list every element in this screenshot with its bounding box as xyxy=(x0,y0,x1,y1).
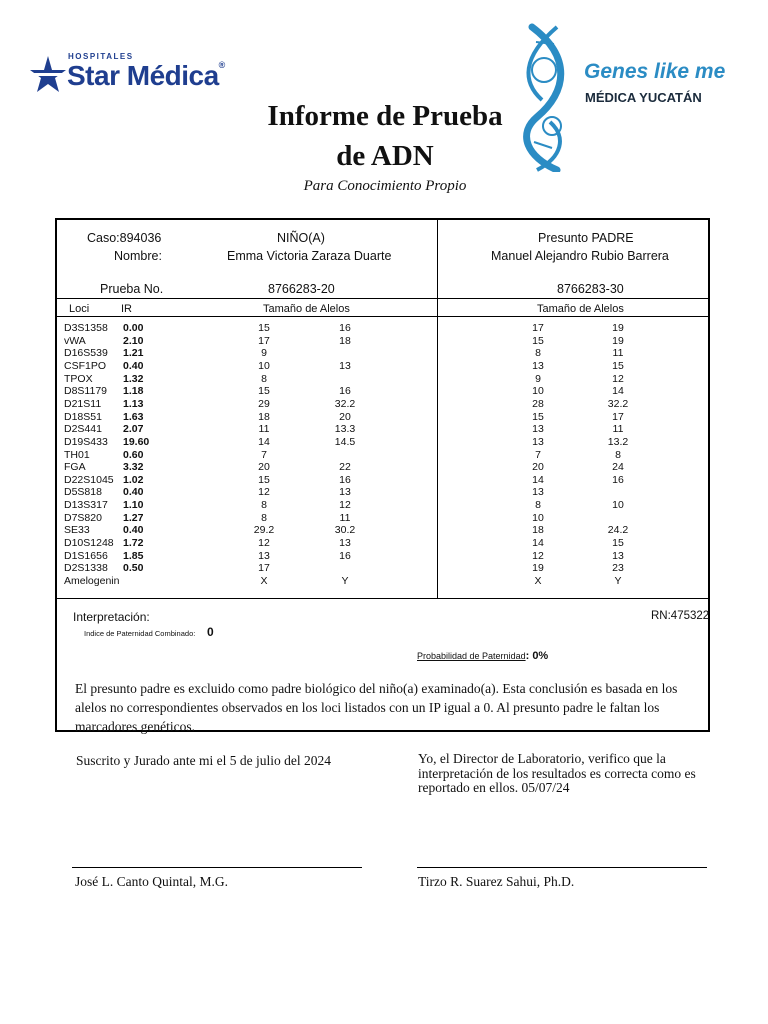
father-allele-1: 8 xyxy=(535,499,541,512)
ir-cell: 1.72 xyxy=(123,537,144,550)
table-row xyxy=(57,537,708,550)
table-row xyxy=(57,562,708,575)
loci-cell: D10S1248 xyxy=(64,537,114,550)
loci-column-header: Loci xyxy=(69,303,90,315)
medica-yucatan-subtitle: MÉDICA YUCATÁN xyxy=(585,90,702,105)
father-allele-1: 10 xyxy=(532,385,544,398)
loci-cell: D13S317 xyxy=(64,499,108,512)
table-row xyxy=(57,360,708,373)
table-row xyxy=(57,385,708,398)
loci-cell: Amelogenin xyxy=(64,575,120,587)
child-allele-1: 14 xyxy=(258,435,270,448)
table-row xyxy=(57,347,708,360)
child-allele-1: 15 xyxy=(258,473,270,486)
child-allele-2: 14.5 xyxy=(334,435,356,448)
father-allele-1: 14 xyxy=(532,537,544,550)
case-number: Caso:894036 xyxy=(87,231,162,245)
child-allele-2: 16 xyxy=(339,473,351,486)
table-row xyxy=(57,461,708,474)
father-allele-2: 15 xyxy=(612,537,624,550)
ir-cell: 1.85 xyxy=(123,549,144,562)
father-allele-1: 8 xyxy=(535,347,541,360)
father-allele-1: 13 xyxy=(532,359,544,372)
child-allele-1: 12 xyxy=(258,537,270,550)
table-row xyxy=(57,486,708,499)
child-allele-2: 18 xyxy=(339,334,351,347)
loci-cell: TPOX xyxy=(64,372,93,385)
table-row xyxy=(57,335,708,348)
director-statement: Yo, el Director de Laboratorio, verifico que la interpretación de los resultados es correcta como es reportado en ellos. 05/07/24 xyxy=(418,751,696,795)
table-row xyxy=(57,322,708,335)
father-allele-2: 19 xyxy=(612,322,624,334)
father-allele-1: 15 xyxy=(532,410,544,423)
probability-value: : 0% xyxy=(525,650,549,662)
father-allele-1: X xyxy=(534,575,542,587)
table-row xyxy=(57,436,708,449)
ir-cell: 1.63 xyxy=(123,410,144,423)
child-allele-2: 12 xyxy=(339,499,351,512)
ir-cell: 2.10 xyxy=(123,334,144,347)
father-allele-2: Y xyxy=(614,575,622,587)
father-allele-1: 13 xyxy=(532,486,544,499)
table-bottom-divider xyxy=(57,598,708,599)
father-allele-1: 12 xyxy=(532,549,544,562)
signature-line-right xyxy=(417,867,707,868)
loci-cell: D2S441 xyxy=(64,423,102,436)
ir-cell: 0.40 xyxy=(123,524,144,537)
father-allele-1: 13 xyxy=(532,423,544,436)
father-allele-2: 10 xyxy=(612,499,624,512)
father-allele-1: 20 xyxy=(532,461,544,474)
loci-cell: D2S1338 xyxy=(64,562,108,575)
father-allele-1: 14 xyxy=(532,473,544,486)
ir-cell: 0.40 xyxy=(123,359,144,372)
child-allele-1: 15 xyxy=(258,385,270,398)
logo-brand-name: Star Médica xyxy=(67,60,219,91)
report-title-line2: de ADN xyxy=(336,140,434,172)
cpi-value: 0 xyxy=(207,625,214,639)
child-allele-1: 10 xyxy=(258,359,270,372)
father-allele-1: 13 xyxy=(532,435,544,448)
loci-cell: vWA xyxy=(64,334,86,347)
child-allele-1: 12 xyxy=(258,486,270,499)
signature-line-left xyxy=(72,867,362,868)
child-allele-1: 13 xyxy=(258,549,270,562)
ir-cell: 0.00 xyxy=(123,322,144,334)
loci-cell: FGA xyxy=(64,461,86,474)
father-allele-1: 15 xyxy=(532,334,544,347)
loci-cell: D19S433 xyxy=(64,435,108,448)
child-allele-2: 20 xyxy=(339,410,351,423)
child-allele-2: 13 xyxy=(339,537,351,550)
loci-cell: D7S820 xyxy=(64,511,102,524)
table-row xyxy=(57,474,708,487)
father-allele-2: 16 xyxy=(612,473,624,486)
cpi-label: Indice de Paternidad Combinado: xyxy=(84,629,196,638)
child-allele-2: 11 xyxy=(339,511,351,524)
child-allele-1: 8 xyxy=(261,372,267,385)
child-allele-1: 8 xyxy=(261,511,267,524)
child-alleles-header: Tamaño de Alelos xyxy=(263,303,350,315)
father-allele-2: 11 xyxy=(612,347,624,360)
loci-cell: CSF1PO xyxy=(64,359,107,372)
child-allele-1: 11 xyxy=(258,423,270,436)
child-allele-2: 16 xyxy=(339,322,351,334)
father-test-number: 8766283-30 xyxy=(557,282,624,296)
father-role: Presunto PADRE xyxy=(538,231,634,245)
father-alleles-header: Tamaño de Alelos xyxy=(537,303,624,315)
father-allele-2: 23 xyxy=(612,562,624,575)
child-allele-1: 17 xyxy=(258,562,270,575)
loci-cell: D22S1045 xyxy=(64,473,114,486)
results-box xyxy=(55,218,710,732)
table-row xyxy=(57,398,708,411)
paternity-probability xyxy=(417,646,548,664)
table-row xyxy=(57,575,708,588)
father-allele-1: 19 xyxy=(532,562,544,575)
logo-hospitales-text: HOSPITALES xyxy=(68,52,134,61)
father-allele-2: 24.2 xyxy=(607,524,629,537)
father-allele-2: 15 xyxy=(612,359,624,372)
rn-number: RN:475322 xyxy=(651,610,710,622)
child-allele-2: 13 xyxy=(339,359,351,372)
table-row xyxy=(57,373,708,386)
father-allele-1: 28 xyxy=(532,397,544,410)
table-row xyxy=(57,512,708,525)
child-test-number: 8766283-20 xyxy=(268,282,335,296)
signatory-right: Tirzo R. Suarez Sahui, Ph.D. xyxy=(418,874,575,889)
child-allele-1: X xyxy=(260,575,268,587)
child-allele-2: Y xyxy=(341,575,349,587)
loci-cell: SE33 xyxy=(64,524,90,537)
probability-label: Probabilidad de Paternidad xyxy=(417,651,526,661)
ir-cell: 0.60 xyxy=(123,448,144,461)
child-allele-1: 29 xyxy=(258,397,270,410)
father-allele-2: 13.2 xyxy=(607,435,629,448)
ir-cell: 1.18 xyxy=(123,385,144,398)
father-allele-2: 14 xyxy=(612,385,624,398)
ir-cell: 1.27 xyxy=(123,511,144,524)
loci-cell: D21S11 xyxy=(64,397,102,410)
interpretation-label: Interpretación: xyxy=(73,610,150,624)
loci-cell: D3S1358 xyxy=(64,322,108,334)
father-allele-2: 12 xyxy=(612,372,624,385)
interpretation-text: El presunto padre es excluido como padre biológico del niño(a) examinado(a). Esta conclusión es basada en los alelos no correspondientes observados en los loci listados con un IP igual a 0. Al presunto padre le faltan los marcadores genéticos. xyxy=(75,681,678,734)
table-row xyxy=(57,411,708,424)
loci-cell: D1S1656 xyxy=(64,549,108,562)
ir-cell: 1.02 xyxy=(123,473,144,486)
child-allele-1: 20 xyxy=(258,461,270,474)
test-number-label: Prueba No. xyxy=(100,282,164,296)
table-row xyxy=(57,449,708,462)
child-allele-2: 22 xyxy=(339,461,351,474)
sworn-statement: Suscrito y Jurado ante mi el 5 de julio del 2024 xyxy=(76,753,331,768)
father-allele-1: 9 xyxy=(535,372,541,385)
column-header-divider xyxy=(57,316,708,317)
dna-mother-child-icon xyxy=(512,22,582,172)
ir-cell: 1.13 xyxy=(123,397,144,410)
child-name: Emma Victoria Zaraza Duarte xyxy=(227,249,392,263)
signatory-left: José L. Canto Quintal, M.G. xyxy=(75,874,228,889)
table-row xyxy=(57,524,708,537)
child-allele-1: 8 xyxy=(261,499,267,512)
father-allele-2: 8 xyxy=(615,448,621,461)
father-name: Manuel Alejandro Rubio Barrera xyxy=(491,249,669,263)
loci-cell: TH01 xyxy=(64,448,90,461)
ir-cell: 2.07 xyxy=(123,423,144,436)
ir-cell: 3.32 xyxy=(123,461,144,474)
father-allele-2: 32.2 xyxy=(607,397,629,410)
father-allele-2: 11 xyxy=(612,423,624,436)
ir-cell: 1.10 xyxy=(123,499,144,512)
child-allele-1: 17 xyxy=(258,334,270,347)
child-allele-2: 30.2 xyxy=(334,524,356,537)
report-title-line1: Informe de Prueba xyxy=(267,100,503,132)
child-allele-1: 29.2 xyxy=(253,524,275,537)
child-allele-2: 32.2 xyxy=(334,397,356,410)
child-allele-2: 13 xyxy=(339,486,351,499)
child-allele-2: 16 xyxy=(339,385,351,398)
father-allele-1: 18 xyxy=(532,524,544,537)
star-medica-logo xyxy=(30,52,260,108)
ir-cell: 19.60 xyxy=(123,435,150,448)
child-allele-1: 15 xyxy=(258,322,270,334)
father-allele-2: 17 xyxy=(612,410,624,423)
loci-cell: D8S1179 xyxy=(64,385,108,398)
father-allele-1: 17 xyxy=(532,322,544,334)
logo-brand-text xyxy=(67,60,225,92)
loci-cell: D5S818 xyxy=(64,486,102,499)
father-allele-1: 7 xyxy=(535,448,541,461)
table-row xyxy=(57,423,708,436)
father-allele-2: 19 xyxy=(612,334,624,347)
child-role: NIÑO(A) xyxy=(277,231,325,245)
star-logo-icon xyxy=(30,56,66,96)
ir-cell: 0.50 xyxy=(123,562,144,575)
child-allele-2: 13.3 xyxy=(334,423,356,436)
ir-column-header: IR xyxy=(121,303,132,315)
logo-registered-mark: ® xyxy=(218,60,225,70)
report-subtitle: Para Conocimiento Propio xyxy=(303,178,467,194)
name-label: Nombre: xyxy=(114,249,162,263)
table-row xyxy=(57,550,708,563)
father-allele-2: 13 xyxy=(612,549,624,562)
father-allele-1: 10 xyxy=(532,511,544,524)
genes-like-me-title: Genes like me xyxy=(584,60,726,83)
loci-cell: D18S51 xyxy=(64,410,102,423)
genes-like-me-logo xyxy=(512,22,742,172)
table-row xyxy=(57,499,708,512)
ir-cell: 1.21 xyxy=(123,347,144,360)
child-allele-1: 18 xyxy=(258,410,270,423)
loci-cell: D16S539 xyxy=(64,347,108,360)
ir-cell: 0.40 xyxy=(123,486,144,499)
child-allele-1: 9 xyxy=(261,347,267,360)
header-divider xyxy=(57,298,708,299)
father-allele-2: 24 xyxy=(612,461,624,474)
child-allele-1: 7 xyxy=(261,448,267,461)
child-allele-2: 16 xyxy=(339,549,351,562)
ir-cell: 1.32 xyxy=(123,372,144,385)
